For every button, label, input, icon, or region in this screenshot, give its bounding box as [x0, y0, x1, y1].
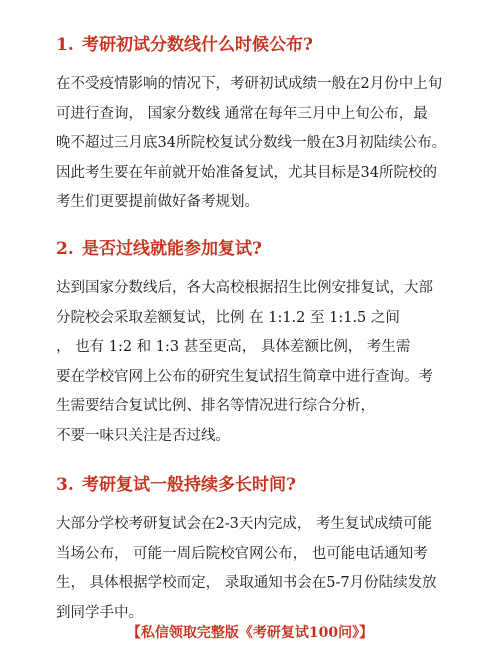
body-line: 因此考生要在年前就开始准备复试，尤其目标是34所院校的: [56, 164, 437, 181]
section-heading: [56, 238, 456, 260]
section-body: [56, 510, 456, 628]
body-line: ， 也有 1:2 和 1:3 甚至更高， 具体差额比例， 考生需: [56, 339, 411, 355]
section-number: 2.: [56, 239, 74, 259]
section-body: [56, 70, 456, 218]
section-title: 是否过线就能参加复试?: [82, 239, 262, 259]
section-title: 考研复试一般持续多长时间?: [82, 475, 296, 495]
section-body: [56, 274, 456, 451]
section-title: 考研初试分数线什么时候公布?: [82, 35, 313, 55]
body-line: 分院校会采取差额复试，比例 在 1:1.2 至 1:1.5 之间: [56, 309, 400, 326]
body-line: 生需要结合复试比例、排名等情况进行综合分析，: [56, 398, 375, 414]
body-line: 晚不超过三月底34所院校复试分数线一般在3月初陆续公布。: [56, 135, 447, 151]
body-line: 可进行查询， 国家分数线 通常在每年三月中上旬公布，最: [56, 105, 428, 122]
faq-section-1: [56, 34, 456, 218]
body-line: 当场公布， 可能一周后院校官网公布， 也可能电话通知考: [56, 545, 428, 562]
promo-footer: 【私信领取完整版《考研复试100问》】: [126, 625, 374, 641]
section-number: 3.: [56, 475, 74, 495]
faq-section-2: [56, 238, 456, 451]
body-line: 大部分学校考研复试会在2-3天内完成， 考生复试成绩可能: [56, 516, 432, 532]
body-line: 达到国家分数线后，各大高校根据招生比例安排复试，大部: [56, 280, 433, 296]
body-line: 生， 具体根据学校而定， 录取通知书会在5-7月份陆续发放: [56, 575, 437, 591]
body-line: 考生们更要提前做好备考规划。: [56, 194, 259, 210]
section-number: 1.: [56, 35, 74, 55]
body-line: 要在学校官网上公布的研究生复试招生简章中进行查询。考: [56, 368, 433, 385]
section-heading: [56, 474, 456, 496]
body-line: 到同学手中。: [56, 604, 143, 621]
section-heading: [56, 34, 456, 56]
body-line: 在不受疫情影响的情况下，考研初试成绩一般在2月份中上旬: [56, 76, 443, 92]
faq-section-3: [56, 474, 456, 628]
body-line: 不要一味只关注是否过线。: [56, 427, 230, 444]
